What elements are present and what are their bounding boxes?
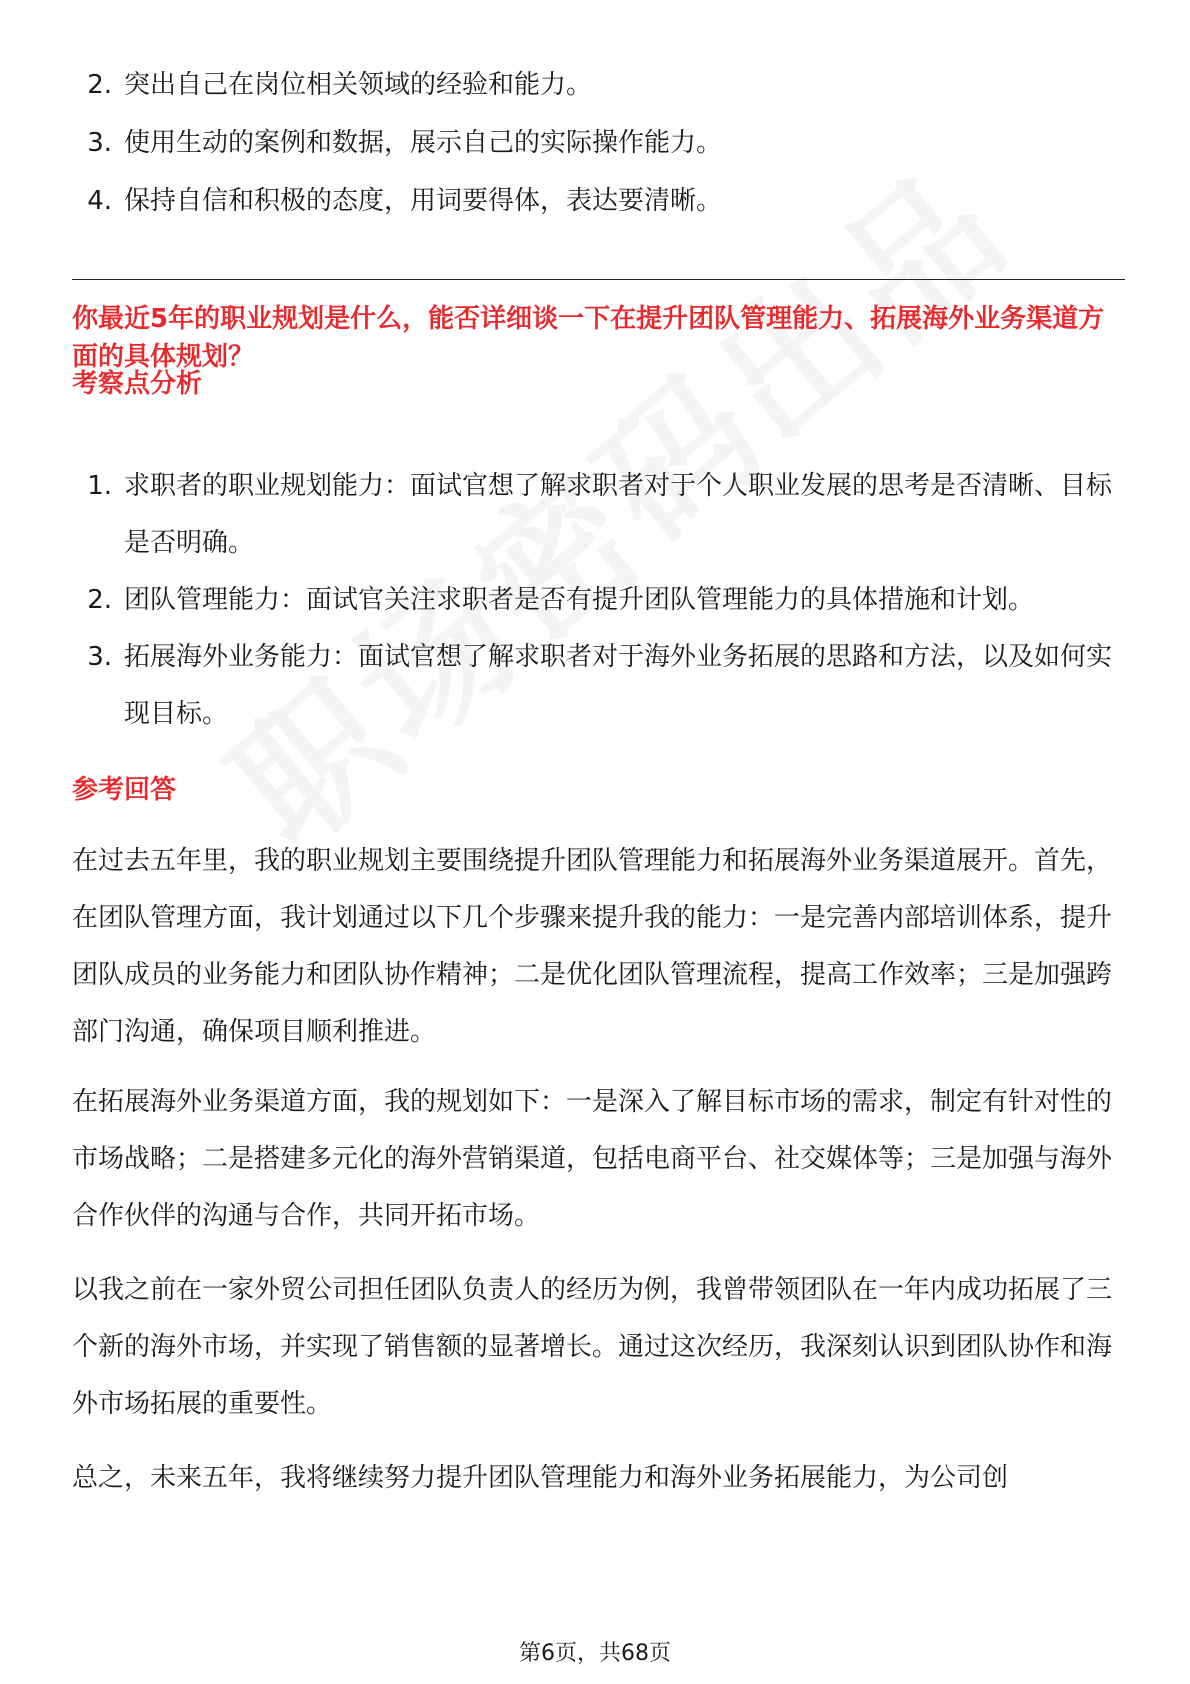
list-number: 4. xyxy=(87,186,112,216)
list-text: 使用生动的案例和数据，展示自己的实际操作能力。 xyxy=(124,128,723,158)
list-text: 突出自己在岗位相关领域的经验和能力。 xyxy=(124,70,593,100)
list-number: 2. xyxy=(87,70,112,100)
list-number: 3. xyxy=(87,128,112,158)
analysis-list xyxy=(72,458,1122,743)
tips-list xyxy=(72,56,1112,230)
answer-paragraph: 以我之前在一家外贸公司担任团队负责人的经历为例，我曾带领团队在一年内成功拓展了三个新的海外市场，并实现了销售额的显著增长。通过这次经历，我深刻认识到团队协作和海外市场拓展的重要性。 xyxy=(72,1275,1113,1419)
list-item xyxy=(72,56,1112,114)
answer-paragraph: 在拓展海外业务渠道方面，我的规划如下：一是深入了解目标市场的需求，制定有针对性的市场战略；二是搭建多元化的海外营销渠道，包括电商平台、社交媒体等；三是加强与海外合作伙伴的沟通与合作，共同开拓市场。 xyxy=(72,1087,1113,1231)
list-item xyxy=(72,572,1122,629)
list-item xyxy=(72,114,1112,172)
list-text: 拓展海外业务能力：面试官想了解求职者对于海外业务拓展的思路和方法，以及如何实现目标。 xyxy=(124,642,1113,729)
interview-question: 你最近5年的职业规划是什么，能否详细谈一下在提升团队管理能力、拓展海外业务渠道方面的具体规划？ xyxy=(72,304,1105,372)
answer-paragraph: 总之，未来五年，我将继续努力提升团队管理能力和海外业务拓展能力，为公司创 xyxy=(72,1463,1009,1493)
list-text: 保持自信和积极的态度，用词要得体，表达要清晰。 xyxy=(124,186,723,216)
analysis-heading: 考察点分析 xyxy=(72,369,203,399)
list-item xyxy=(72,172,1112,230)
list-number: 3. xyxy=(87,642,112,672)
list-item xyxy=(72,458,1122,572)
list-number: 2. xyxy=(87,585,112,615)
list-text: 求职者的职业规划能力：面试官想了解求职者对于个人职业发展的思考是否清晰、目标是否明确。 xyxy=(124,471,1113,558)
answer-heading: 参考回答 xyxy=(72,775,177,805)
list-number: 1. xyxy=(87,471,112,501)
answer-paragraph: 在过去五年里，我的职业规划主要围绕提升团队管理能力和拓展海外业务渠道展开。首先，在团队管理方面，我计划通过以下几个步骤来提升我的能力：一是完善内部培训体系，提升团队成员的业务能力和团队协作精神；二是优化团队管理流程，提高工作效率；三是加强跨部门沟通，确保项目顺利推进。 xyxy=(72,846,1113,1047)
list-text: 团队管理能力：面试官关注求职者是否有提升团队管理能力的具体措施和计划。 xyxy=(124,585,1035,615)
section-divider xyxy=(72,279,1125,280)
page-number: 第6页，共68页 xyxy=(519,1641,671,1666)
list-item xyxy=(72,629,1122,743)
